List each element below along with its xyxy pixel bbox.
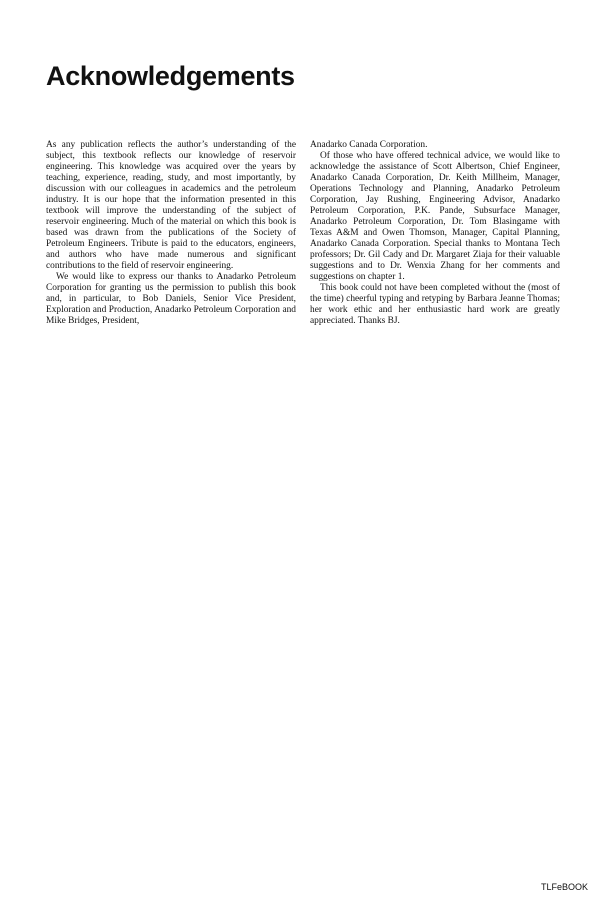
body-paragraph: As any publication reflects the author’s understanding of the subject, this textbook reflects our knowledge of reservoir engineering. This knowledge was acquired over the years by teaching, experience, reading, study, and most importantly, by discussion with our colleagues in academics and the petroleum industry. It is our hope that the information presented in this textbook will improve the understanding of the subject of reservoir engineering. Much of the material on which this book is based was drawn from the publications of the Society of Petroleum Engineers. Tribute is paid to the educators, engineers, and authors who have made numerous and significant contributions to the field of reservoir engineering. <box>46 140 296 271</box>
right-text-column <box>310 140 560 327</box>
left-text-column <box>46 140 296 327</box>
body-paragraph: We would like to express our thanks to Anadarko Petroleum Corporation for granting us the permission to publish this book and, in particular, to Bob Daniels, Senior Vice President, Exploration and Production, Anadarko Petroleum Corporation and Mike Bridges, President, <box>46 272 296 326</box>
body-paragraph: Of those who have offered technical advice, we would like to acknowledge the assistance of Scott Albertson, Chief Engineer, Anadarko Canada Corporation, Dr. Keith Millheim, Manager, Operations Technology and Planning, Anadarko Petroleum Corporation, Jay Rushing, Engineering Advisor, Anadarko Petroleum Corporation, P.K. Pande, Subsurface Manager, Anadarko Petroleum Corporation, Dr. Tom Blasingame with Texas A&M and Owen Thomson, Manager, Capital Planning, Anadarko Canada Corporation. Special thanks to Montana Tech professors; Dr. Gil Cady and Dr. Margaret Ziaja for their valuable suggestions and to Dr. Wenxia Zhang for her comments and suggestions on chapter 1. <box>310 151 560 282</box>
body-paragraph: Anadarko Canada Corporation. <box>310 140 428 150</box>
body-paragraph: This book could not have been completed without the (most of the time) cheerful typing and retyping by Barbara Jeanne Thomas; her work ethic and her enthusiastic hard work are greatly appreciated. Thanks BJ. <box>310 283 560 326</box>
page-title: Acknowledgements <box>46 61 295 91</box>
footer-watermark: TLFeBOOK <box>540 882 588 892</box>
